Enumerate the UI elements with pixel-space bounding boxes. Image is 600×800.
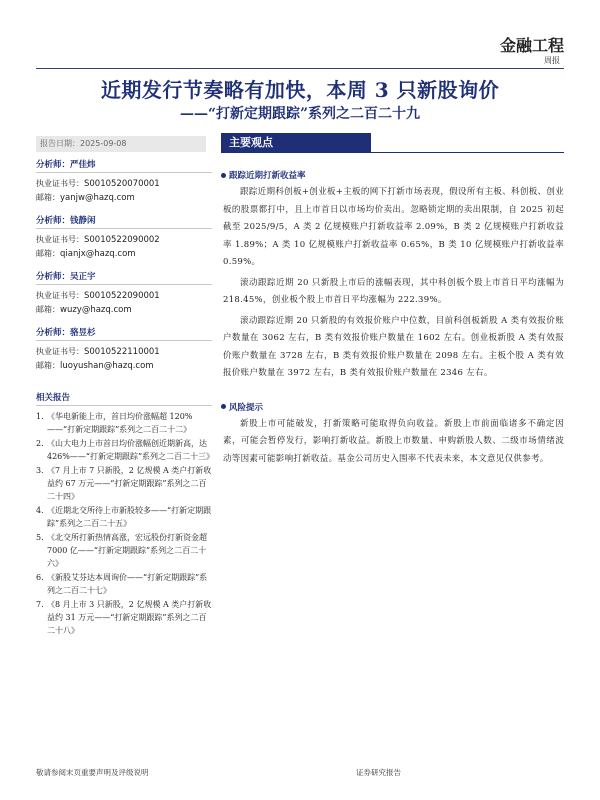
analyst-block [36,270,212,317]
related-report-number: 5. [36,533,44,542]
email-address[interactable]: qianjx@hazq.com [60,249,136,259]
email-address[interactable]: yanjw@hazq.com [60,193,135,203]
analyst-name: 分析师：吴正宇 [36,270,212,285]
body-paragraph: 滚动跟踪近期 20 只新股的有效报价账户中位数，目前科创板新股 A 类有效报价账户数量在 3062 左右，B 类有效报价账户数量在 1602 左右。创业板新股 A 类有效报价账户数量在 3728 左右，B 类有效报价账户数量在 2098 左右。主板个股 A 类有效报价账户数量在 3972 左右，B 类有效报价账户数量在 2346 左右。 [223,315,564,378]
main-content [221,133,564,468]
related-report-text: 《新股艾芬达本周询价——“打新定期跟踪”系列之二百二十七》 [47,573,208,595]
body-paragraph: 滚动跟踪近期 20 只新股上市后的涨幅表现，其中科创板个股上市首日平均涨幅为 218.45%，创业板个股上市首日平均涨幅为 222.39%。 [223,277,564,305]
related-report-number: 7. [36,600,44,609]
analyst-cert [36,177,212,191]
sidebar [36,158,215,638]
related-report-number: 3. [36,466,44,475]
email-label: 邮箱： [36,361,60,370]
cert-number: S0010522090002 [84,235,160,245]
email-label: 邮箱： [36,193,60,202]
analyst-cert [36,345,212,359]
related-report-number: 6. [36,573,44,582]
analyst-email [36,247,212,261]
analyst-cert [36,289,212,303]
bullet-dot-icon [221,404,226,409]
section-title [221,401,564,413]
related-report-number: 2. [36,439,44,448]
related-report-item[interactable] [36,598,212,637]
related-report-item[interactable] [36,464,212,503]
related-report-text: 《华电新能上市，首日均价涨幅超 120%——“打新定期跟踪”系列之二百二十二》 [47,412,193,434]
report-type: 周报 [544,56,560,65]
analyst-block [36,214,212,261]
key-points-header: 主要观点 [221,133,371,153]
analyst-block [36,326,212,373]
email-address[interactable]: luoyushan@hazq.com [60,361,154,371]
related-report-number: 1. [36,412,44,421]
email-label: 邮箱： [36,305,60,314]
related-report-item[interactable] [36,504,212,530]
cert-label: 执业证书号： [36,291,84,300]
analyst-email [36,359,212,373]
analyst-name: 分析师：骆昱杉 [36,326,212,341]
body-paragraph: 跟踪近期科创板+创业板+主板的网下打新市场表现，假设所有主板、科创板、创业板的股票都打中，且上市首日以市场均价卖出。忽略锁定期的卖出限制，自 2025 初起截至 2025/9/5，A 类 2 亿规模账户打新收益率 2.09%，B 类 2 亿规模账户打新收益率 1.89%；A 类 10 亿规模账户打新收益率 0.65%，B 类 10 亿规模账户打新收益率 0.59%。 [223,187,564,267]
related-reports-title: 相关报告 [36,391,212,406]
related-report-item[interactable] [36,531,212,570]
footer-disclaimer: 敬请参阅末页重要声明及评级说明 [36,768,149,777]
email-address[interactable]: wuzy@hazq.com [60,305,132,315]
body-paragraph: 新股上市可能破发，打新策略可能取得负向收益。新股上市前面临诸多不确定因素，可能会暂停发行，影响打新收益。新股上市数量、申购新股人数、二级市场情绪波动等因素可能影响打新收益。基金公司历史入围率不代表未来，本文意见仅供参考。 [223,418,564,464]
header-rule [36,68,564,69]
email-label: 邮箱： [36,249,60,258]
report-title: 近期发行节奏略有加快，本周 3 只新股询价 [100,78,500,102]
related-report-item[interactable] [36,410,212,436]
analyst-name: 分析师：严佳炜 [36,158,212,173]
related-report-text: 《8 月上市 3 只新股，2 亿规模 A 类户打新收益约 31 万元——“打新定期跟踪”系列之二百二十八》 [47,600,212,635]
analyst-email [36,191,212,205]
related-report-number: 4. [36,506,44,515]
bullet-dot-icon [221,173,226,178]
related-report-text: 《近期北交所待上市新股较多——“打新定期跟踪”系列之二百二十五》 [47,506,212,528]
report-subtitle: ——“打新定期跟踪”系列之二百二十九 [179,106,421,122]
analyst-cert [36,233,212,247]
related-reports [36,391,215,637]
report-date: 报告日期：2025-09-08 [36,136,206,152]
analyst-name: 分析师：钱静闲 [36,214,212,229]
section-title [221,169,564,181]
footer-report-label: 证券研究报告 [356,768,401,777]
section-title-text: 风险提示 [229,402,264,413]
cert-label: 执业证书号： [36,347,84,356]
cert-number: S0010522090001 [84,291,160,301]
analyst-email [36,303,212,317]
brand-title: 金融工程 [499,36,564,55]
cert-label: 执业证书号： [36,179,84,188]
cert-number: S0010522110001 [84,347,160,357]
related-report-text: 《7 月上市 7 只新股，2 亿规模 A 类户打新收益约 67 万元——“打新定期跟踪”系列之二百二十四》 [47,466,212,501]
cert-number: S0010520070001 [84,179,160,189]
analyst-block [36,158,212,205]
related-report-text: 《北交所打新热情高涨，宏远股份打新资金超 7000 亿——“打新定期跟踪”系列之二百二十六》 [47,533,207,568]
cert-label: 执业证书号： [36,235,84,244]
section-title-text: 跟踪近期打新收益率 [229,171,306,181]
related-report-item[interactable] [36,437,215,463]
related-report-text: 《山大电力上市首日均价涨幅创近期新高，达 426%——“打新定期跟踪”系列之二百二十三》 [47,439,215,461]
key-points-rule [221,152,564,153]
related-report-item[interactable] [36,571,212,597]
